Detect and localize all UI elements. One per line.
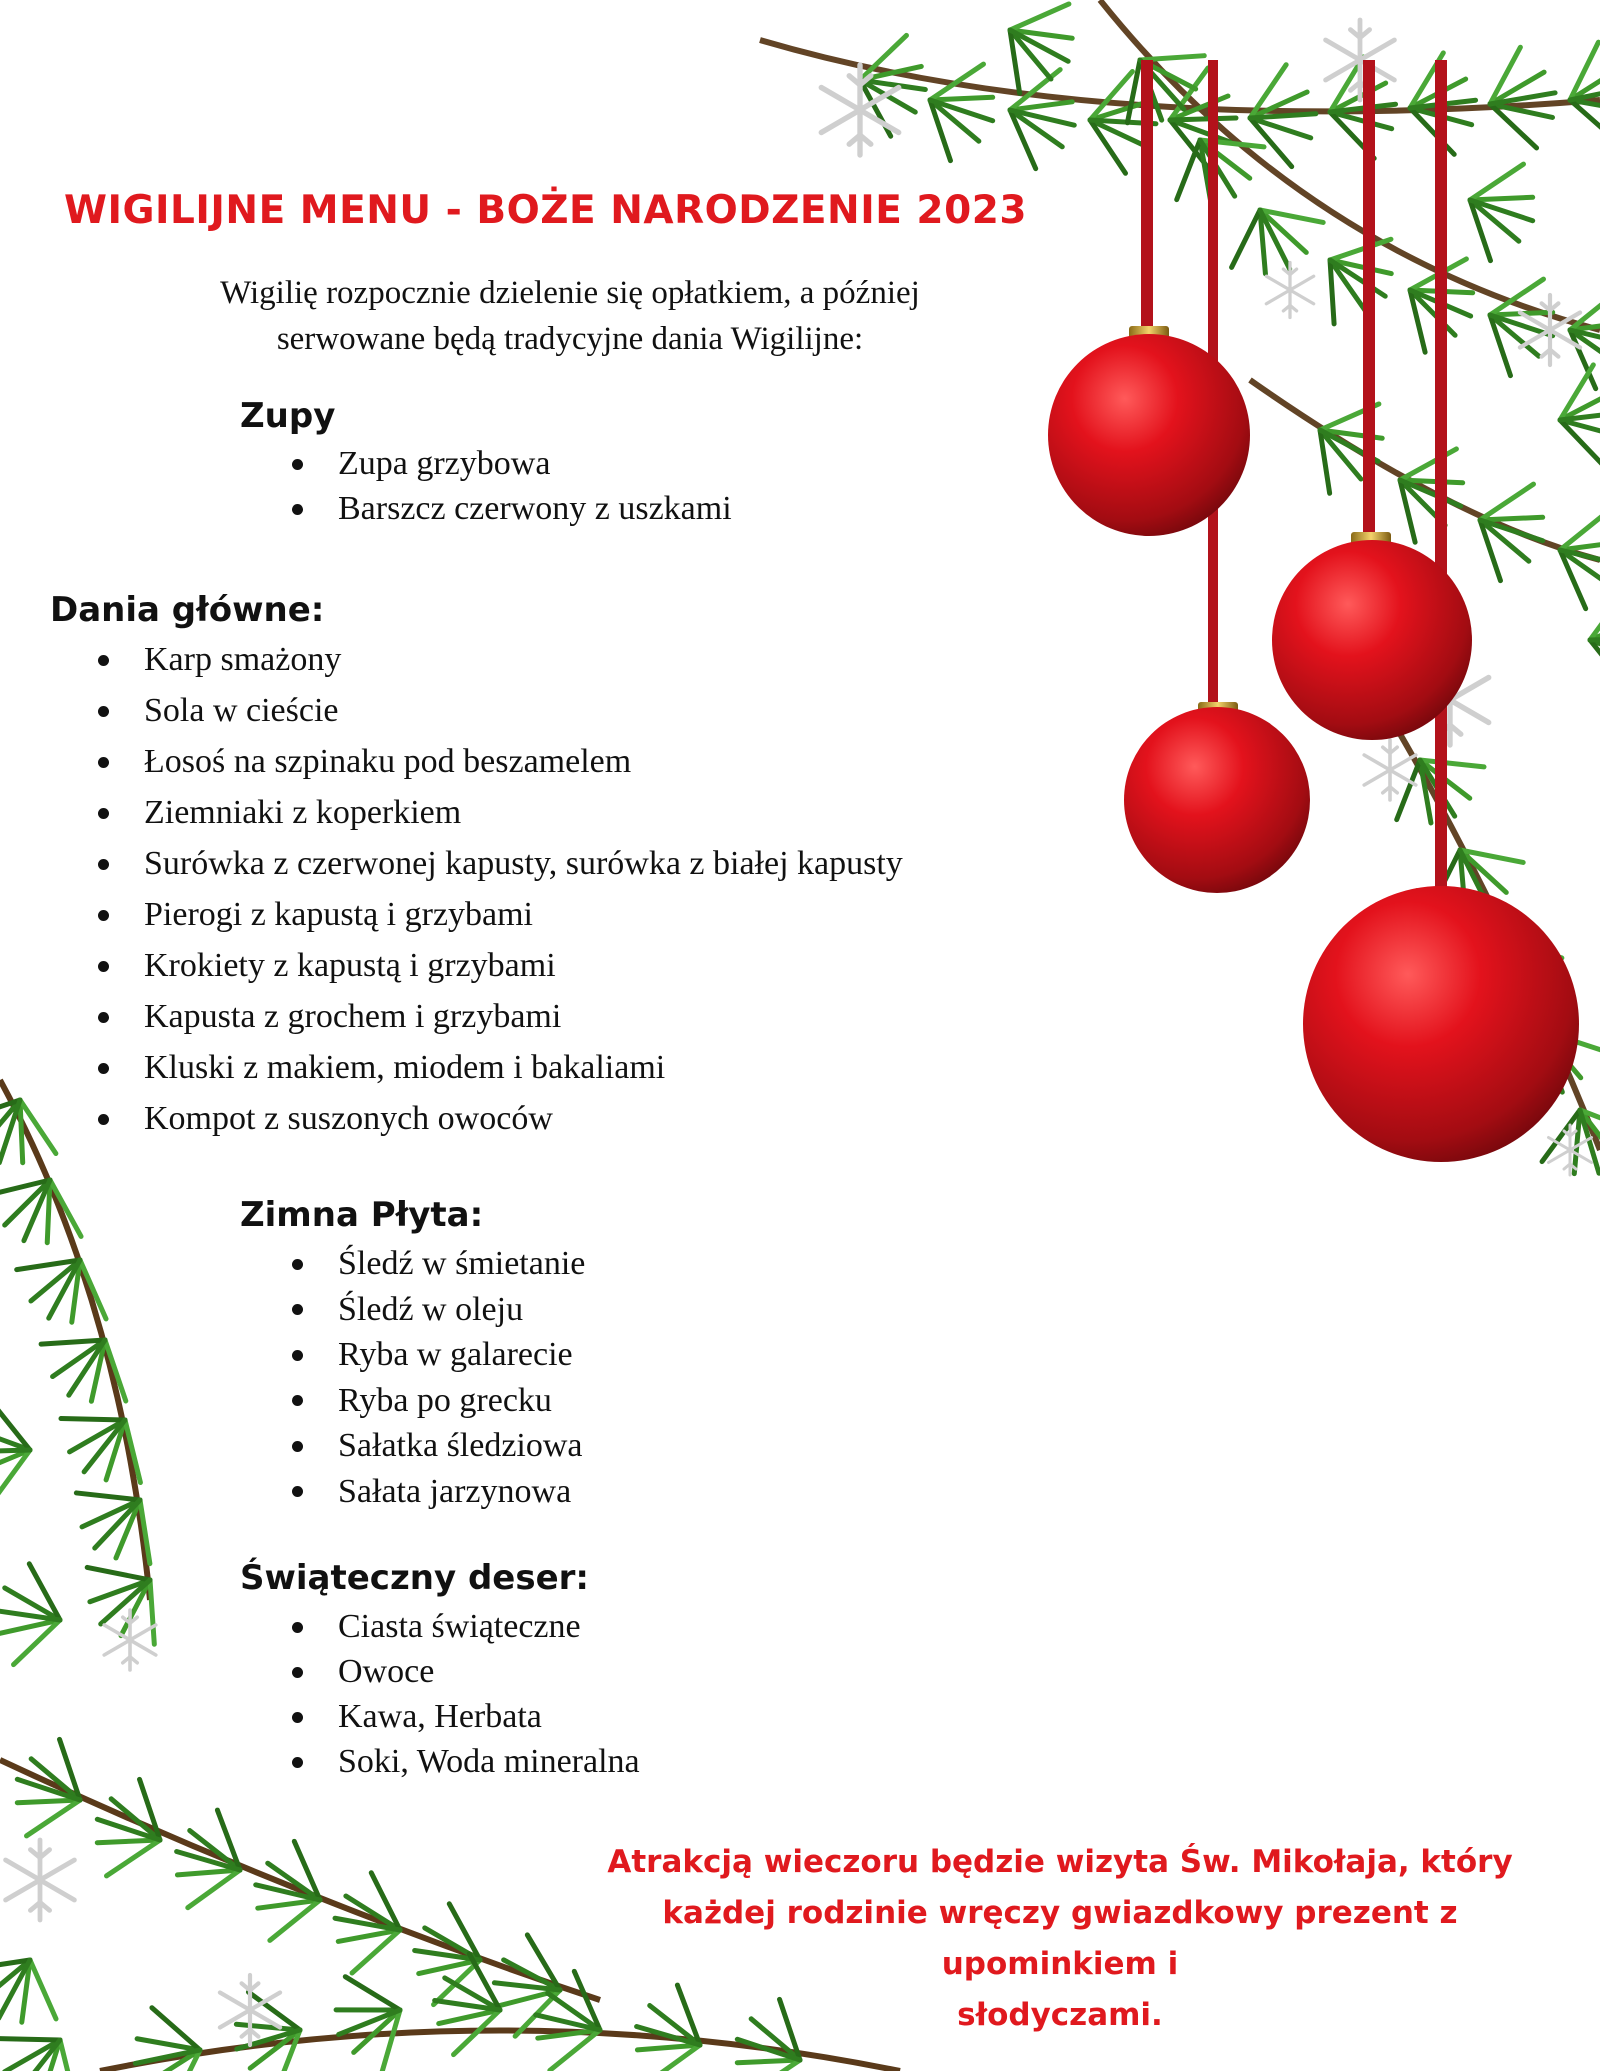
intro-line-2: serwowane będą tradycyjne dania Wigilijne:	[276, 321, 864, 357]
intro-line-1: Wigilię rozpocznie dzielenie się opłatkiem, a później	[220, 275, 920, 311]
list-item: Ziemniaki z koperkiem	[96, 787, 903, 838]
page-title: WIGILIJNE MENU - BOŻE NARODZENIE 2023	[64, 188, 1027, 233]
list-item: Karp smażony	[96, 634, 903, 685]
note-line-1: Atrakcją wieczoru będzie wizyta Św. Mikołaja, który	[607, 1844, 1513, 1880]
list-item: Sola w cieście	[96, 685, 903, 736]
note-line-2: każdej rodzinie wręczy gwiazdkowy prezent z upominkiem i	[662, 1895, 1458, 1982]
list-item: Owoce	[290, 1649, 640, 1694]
list-item: Ciasta świąteczne	[290, 1604, 640, 1649]
soups-list	[290, 441, 732, 531]
list-item: Surówka z czerwonej kapusty, surówka z białej kapusty	[96, 838, 903, 889]
list-item: Sałata jarzynowa	[290, 1469, 585, 1515]
section-heading-dessert: Świąteczny deser:	[240, 1558, 590, 1598]
list-item: Krokiety z kapustą i grzybami	[96, 940, 903, 991]
list-item: Łosoś na szpinaku pod beszamelem	[96, 736, 903, 787]
list-item: Sałatka śledziowa	[290, 1423, 585, 1469]
list-item: Śledź w śmietanie	[290, 1241, 585, 1287]
section-heading-cold: Zimna Płyta:	[240, 1195, 484, 1235]
section-heading-soups: Zupy	[240, 396, 336, 436]
list-item: Barszcz czerwony z uszkami	[290, 486, 732, 531]
list-item: Ryba po grecku	[290, 1378, 585, 1424]
list-item: Zupa grzybowa	[290, 441, 732, 486]
list-item: Kompot z suszonych owoców	[96, 1093, 903, 1144]
list-item: Pierogi z kapustą i grzybami	[96, 889, 903, 940]
list-item: Ryba w galarecie	[290, 1332, 585, 1378]
list-item: Śledź w oleju	[290, 1287, 585, 1333]
list-item: Kapusta z grochem i grzybami	[96, 991, 903, 1042]
list-item: Soki, Woda mineralna	[290, 1739, 640, 1784]
list-item: Kluski z makiem, miodem i bakaliami	[96, 1042, 903, 1093]
note-line-3: słodyczami.	[957, 1997, 1163, 2033]
dessert-list	[290, 1604, 640, 1784]
list-item: Kawa, Herbata	[290, 1694, 640, 1739]
intro-text	[140, 270, 1000, 362]
section-heading-main: Dania główne:	[50, 590, 325, 630]
santa-visit-note	[560, 1837, 1560, 2041]
cold-dishes-list	[290, 1241, 585, 1514]
main-dishes-list	[96, 634, 903, 1144]
